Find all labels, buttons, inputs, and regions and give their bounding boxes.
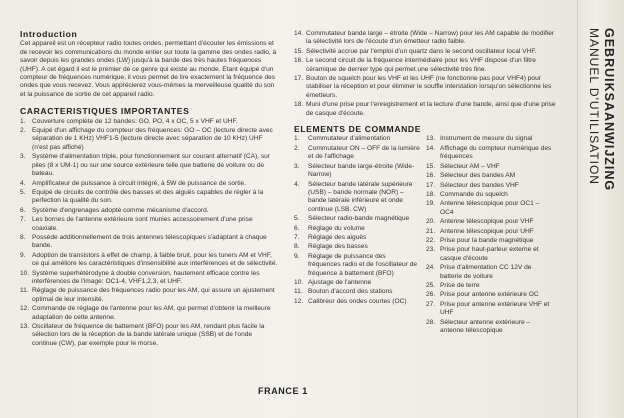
item-number: 5. — [294, 215, 300, 223]
item-number: 10. — [294, 278, 304, 286]
item-text: Système superhétérodyne à double conversion, hautement efficace contre les interférences de l'image: OC1-4, VHF1,2,3, et UHF. — [32, 269, 260, 285]
item-text: Prise pour antenne extérieure VHF et UHF — [440, 300, 550, 317]
characteristic-item — [20, 252, 278, 269]
characteristic-item — [294, 57, 560, 74]
right-column — [294, 30, 560, 336]
item-text: Oscillateur de fréquence de battement (BFO) pour les AM, rendant plus facile la sélection lors de la réception de la bande latérale unique (SSB) et de l'onde continue (CW), par exemple pour le morse. — [32, 323, 265, 347]
control-element-item — [426, 264, 552, 281]
item-text: Réglage de puissance des fréquences radio et de l'oscillateur de fréquence à battement (BFO) — [308, 252, 418, 277]
item-text: Les bornes de l'antenne extérieure sont munies accessoirement d'une prise coaxiale. — [32, 216, 253, 232]
item-text: Sélecteur radio-bande magnétique — [308, 215, 410, 223]
control-element-item — [426, 163, 552, 171]
item-text: Couverture complète de 12 bandes: GO, PO, 4 x OC, 5 x VHF et UHF. — [32, 117, 238, 125]
control-element-item — [294, 181, 420, 215]
item-number: 24. — [426, 264, 436, 272]
item-text: Commutateur ON – OFF de la lumière et de l'affichage — [308, 144, 420, 161]
control-element-item — [294, 145, 420, 162]
item-text: Prise de terre — [440, 281, 480, 289]
item-number: 14. — [294, 30, 304, 37]
item-text: Sélecteur bande latérale supérieure (USB) – bande normale (NOR) – bande latérale inférieure et onde continue (LSB. CW) — [308, 180, 413, 213]
characteristic-item — [294, 48, 560, 56]
control-element-item — [426, 191, 552, 199]
item-number: 27. — [426, 300, 436, 308]
item-number: 16. — [426, 172, 436, 180]
item-number: 19. — [426, 200, 436, 208]
item-number: 2. — [20, 127, 26, 135]
characteristic-item — [20, 207, 278, 215]
control-element-item — [426, 319, 552, 336]
item-number: 26. — [426, 291, 436, 299]
item-text: Système d'alimentation triple, pour fonctionnement sur courant alternatif (CA), sur piles (8 x UM-1) ou sur une source extérieure telle que batterie de voiture ou de bateau. — [32, 153, 271, 178]
item-text: Adoption de transistors à effet de champ, à faible bruit, pour les tuners AM et VHF, ce qui améliore les caractéristiques d'insensibilité aux interférences et de sélectivité. — [32, 251, 278, 268]
control-element-item — [426, 182, 552, 190]
item-text: Réglage de puissance des fréquences radio pour les AM, qui assure un ajustement optimal de leur intensité. — [32, 287, 275, 303]
item-number: 1. — [294, 135, 300, 143]
control-element-item — [426, 145, 552, 162]
item-number: 16. — [294, 57, 304, 65]
spine-title-dutch: GEBRUIKSAANWIJZING — [602, 28, 616, 192]
item-text: Sélectivité accrue par l'emploi d'un quartz dans le second oscillateur local VHF. — [306, 47, 537, 55]
characteristics-list-continued — [294, 30, 560, 118]
item-text: Prise d'alimentation CC 12V de batterie de voiture — [440, 264, 532, 280]
item-text: Réglage des aiguës — [308, 233, 367, 241]
item-text: Sélecteur bande large-étroite (Wide-Narrow) — [308, 162, 415, 179]
item-text: Instrument de mesure du signal — [440, 135, 533, 143]
item-text: Affichage du compteur numérique des fréquences — [440, 144, 552, 161]
item-number: 12. — [20, 305, 30, 313]
control-element-item — [426, 291, 552, 299]
elements-list — [294, 135, 560, 336]
item-number: 7. — [294, 233, 300, 241]
item-number: 17. — [294, 75, 304, 83]
item-text: Calibreur des ondes courtes (OC) — [308, 297, 407, 305]
characteristic-item — [20, 180, 278, 188]
item-text: Possède additionnellement de trois antennes télescopiques s'adaptant à chaque bande. — [32, 233, 267, 250]
characteristic-item — [20, 118, 278, 126]
item-text: Prise pour haut-parleur externe et casque d'écoute — [440, 246, 539, 262]
control-element-item — [294, 279, 420, 287]
control-element-item — [294, 225, 420, 233]
control-element-item — [294, 298, 420, 306]
item-number: 18. — [426, 190, 436, 198]
item-number: 12. — [294, 297, 304, 305]
item-number: 4. — [20, 179, 26, 187]
left-column — [20, 30, 278, 349]
characteristics-list — [20, 118, 278, 349]
introduction-section — [20, 30, 278, 99]
item-number: 21. — [426, 227, 436, 235]
control-element-item — [426, 135, 552, 143]
control-element-item — [426, 218, 552, 226]
introduction-heading: Introduction — [20, 29, 78, 39]
elements-column-2 — [426, 135, 552, 336]
spine-title — [586, 28, 616, 191]
characteristic-item — [20, 153, 278, 178]
item-number: 11. — [20, 287, 29, 295]
characteristic-item — [20, 189, 278, 206]
item-text: Sélecteur AM – VHF — [440, 162, 500, 170]
item-number: 8. — [294, 243, 300, 251]
item-text: Prise pour la bande magnétique — [440, 236, 534, 244]
control-element-item — [294, 288, 420, 296]
introduction-text: Cet appareil est un récepteur radio toutes ondes, permettant d'écouter les émissions et de recevoir les communications du monde entier sur toute la gamme des ondes radio, à savoir depuis les grandes ondes (LW) jusqu'à la bande des très hautes fréquences (UHF). A cet égard il est le premier de ce genre qui existe au monde. Etant équipé d'un compteur de fréquences numérique, il vous permet de lire exactement la fréquence des ondes que vous recevez. Vous apprécierez vous-mêmes la merveilleuse qualité du son et la puissance de sortie de cet appareil radio. — [20, 40, 277, 98]
control-element-item — [294, 234, 420, 242]
control-element-item — [426, 246, 552, 263]
characteristics-heading: CARACTERISTIQUES IMPORTANTES — [20, 106, 190, 117]
characteristic-item — [20, 270, 278, 287]
characteristic-item — [20, 287, 278, 304]
item-text: Amplificateur de puissance à circuit intégré, à 5W de puissance de sortie. — [32, 179, 247, 187]
item-number: 3. — [294, 162, 300, 170]
item-number: 20. — [426, 218, 436, 226]
item-text: Equipé de circuits de contrôle des basses et des aiguës capables de régler à la perfection la qualité du son. — [32, 188, 264, 205]
item-number: 18. — [294, 101, 304, 109]
item-number: 9. — [20, 251, 26, 259]
item-number: 3. — [20, 153, 26, 161]
item-number: 17. — [426, 181, 436, 189]
item-number: 9. — [294, 252, 300, 260]
control-element-item — [426, 282, 552, 290]
spine-title-french: MANUEL D'UTILISATION — [587, 28, 601, 185]
characteristic-item — [20, 323, 278, 348]
item-number: 25. — [426, 281, 436, 289]
item-number: 11. — [294, 288, 303, 296]
characteristic-item — [294, 30, 560, 47]
item-number: 14. — [426, 144, 436, 152]
item-number: 10. — [20, 269, 30, 277]
control-element-item — [294, 163, 420, 180]
item-number: 6. — [294, 224, 300, 232]
booklet-spine — [577, 0, 624, 418]
page-footer: FRANCE 1 — [258, 386, 308, 396]
item-number: 28. — [426, 318, 436, 326]
item-number: 13. — [20, 323, 30, 330]
item-text: Antenne télescopique pour VHF — [440, 218, 534, 226]
item-number: 1. — [20, 117, 26, 125]
item-text: Bouton de squelch pour les VHF et les UHF (ne fonctionne pas pour VHF4) pour stabiliser la réception et pour éliminer le souffle interstation lorsqu'on sélectionne les émetteurs. — [306, 75, 552, 99]
characteristic-item — [294, 75, 560, 100]
item-text: Réglage du volume — [308, 224, 365, 232]
item-number: 15. — [294, 47, 304, 55]
item-number: 8. — [20, 233, 26, 241]
item-number: 4. — [294, 180, 300, 188]
elements-heading: ELEMENTS DE COMMANDE — [294, 124, 422, 135]
item-number: 13. — [426, 135, 436, 143]
characteristic-item — [20, 216, 278, 233]
item-text: Muni d'une prise pour l'enregistrement et la lecture d'une bande, ainsi que d'une prise de casque d'écoute. — [306, 101, 556, 117]
elements-column-1 — [294, 135, 420, 336]
control-element-item — [294, 135, 420, 143]
item-text: Réglage des basses — [308, 243, 368, 251]
characteristic-item — [20, 127, 278, 152]
characteristic-item — [20, 234, 278, 251]
characteristic-item — [294, 101, 560, 118]
control-element-item — [426, 228, 552, 236]
control-element-item — [426, 237, 552, 245]
item-number: 7. — [20, 216, 26, 224]
item-text: Equipé d'un affichage du compteur des fréquences: GO – OC (lecture directe avec séparation de 1 KHz) VHF1-5 (lecture directe avec séparation de 10 KHz) UHF (n'est pas affiché) — [32, 127, 273, 151]
control-element-item — [426, 301, 552, 318]
item-text: Sélecteur antenne extérieure – antenne télescopique — [440, 318, 531, 334]
item-text: Antenne télescopique pour UHF — [440, 227, 534, 235]
item-text: Sélecteur des bandes VHF — [440, 181, 519, 189]
item-number: 15. — [426, 162, 436, 170]
item-text: Commutateur d'alimentation — [308, 135, 391, 143]
control-element-item — [294, 215, 420, 223]
item-text: Ajustage de l'antenne — [308, 278, 372, 286]
item-text: Bouton d'accord des stations — [308, 288, 393, 296]
control-element-item — [426, 172, 552, 180]
item-text: Commande de réglage de l'antenne pour les AM, qui permet d'obtenir la meilleure adaptation de cette antenne. — [32, 305, 271, 321]
item-number: 22. — [426, 236, 436, 244]
item-number: 6. — [20, 206, 26, 214]
item-number: 2. — [294, 144, 300, 152]
item-number: 5. — [20, 188, 26, 196]
item-text: Système d'engrenages adopté comme mécanisme d'accord. — [32, 206, 209, 214]
item-text: Sélecteur des bandes AM — [440, 172, 516, 180]
item-text: Prise pour antenne extérieure OC — [440, 291, 539, 299]
item-text: Le second circuit de la fréquence intermédiaire pour les VHF dispose d'un filtre céramique de dernier type qui permet une sélectivité très fine. — [306, 57, 536, 73]
control-element-item — [294, 253, 420, 278]
control-element-item — [294, 243, 420, 251]
control-element-item — [426, 200, 552, 217]
item-text: Commande du squelch — [440, 190, 508, 198]
item-text: Commutateur bande large – étroite (Wide – Narrow) pour les AM capable de modifier la sélectivité lors de l'écoute d'un émetteur radio faible. — [306, 30, 555, 46]
item-number: 23. — [426, 246, 436, 254]
item-text: Antenne télescopique pour OC1 – OC4 — [440, 200, 540, 216]
characteristic-item — [20, 305, 278, 322]
